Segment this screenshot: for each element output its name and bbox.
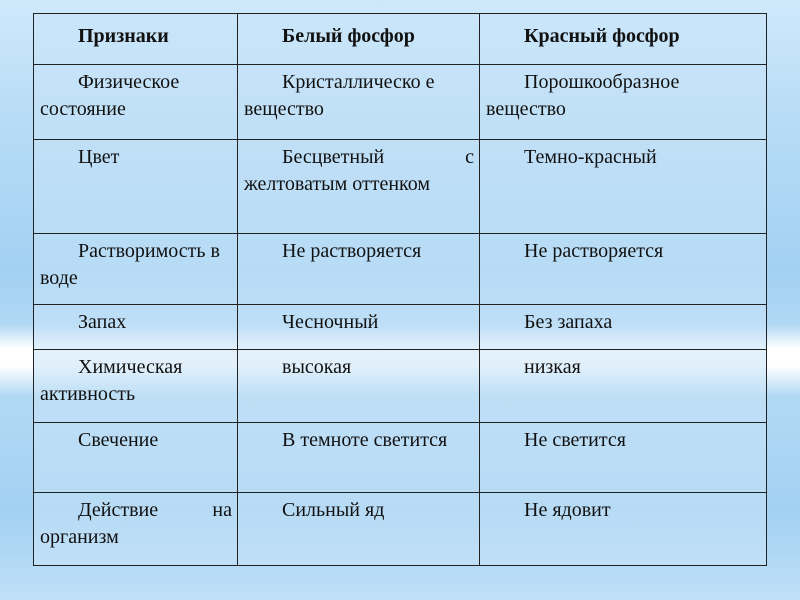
row-label: Физическое состояние bbox=[34, 65, 238, 140]
table-row bbox=[34, 234, 767, 305]
row-label: Цвет bbox=[34, 140, 238, 234]
phosphorus-comparison-table bbox=[33, 13, 767, 566]
white-value: В темноте светится bbox=[238, 423, 480, 493]
red-value: Без запаха bbox=[480, 305, 767, 350]
row-label: Растворимость в воде bbox=[34, 234, 238, 305]
red-value: Порошкообразное вещество bbox=[480, 65, 767, 140]
red-value: Темно-красный bbox=[480, 140, 767, 234]
table-row bbox=[34, 493, 767, 566]
table-row bbox=[34, 140, 767, 234]
white-value: Бесцветный с желтоватым оттенком bbox=[238, 140, 480, 234]
table-row bbox=[34, 65, 767, 140]
white-value: Чесночный bbox=[238, 305, 480, 350]
red-value: Не растворяется bbox=[480, 234, 767, 305]
table-row bbox=[34, 423, 767, 493]
white-value: высокая bbox=[238, 350, 480, 423]
header-row bbox=[34, 14, 767, 65]
white-value: Не растворяется bbox=[238, 234, 480, 305]
table-row bbox=[34, 305, 767, 350]
header-features: Признаки bbox=[34, 14, 238, 65]
comparison-table-container bbox=[33, 13, 766, 562]
row-label: Химическая активность bbox=[34, 350, 238, 423]
header-white-phosphorus: Белый фосфор bbox=[238, 14, 480, 65]
red-value: Не ядовит bbox=[480, 493, 767, 566]
white-value: Сильный яд bbox=[238, 493, 480, 566]
white-value: Кристаллическо е вещество bbox=[238, 65, 480, 140]
table-row bbox=[34, 350, 767, 423]
row-label: Действие на организм bbox=[34, 493, 238, 566]
red-value: Не светится bbox=[480, 423, 767, 493]
header-red-phosphorus: Красный фосфор bbox=[480, 14, 767, 65]
row-label: Запах bbox=[34, 305, 238, 350]
red-value: низкая bbox=[480, 350, 767, 423]
row-label: Свечение bbox=[34, 423, 238, 493]
